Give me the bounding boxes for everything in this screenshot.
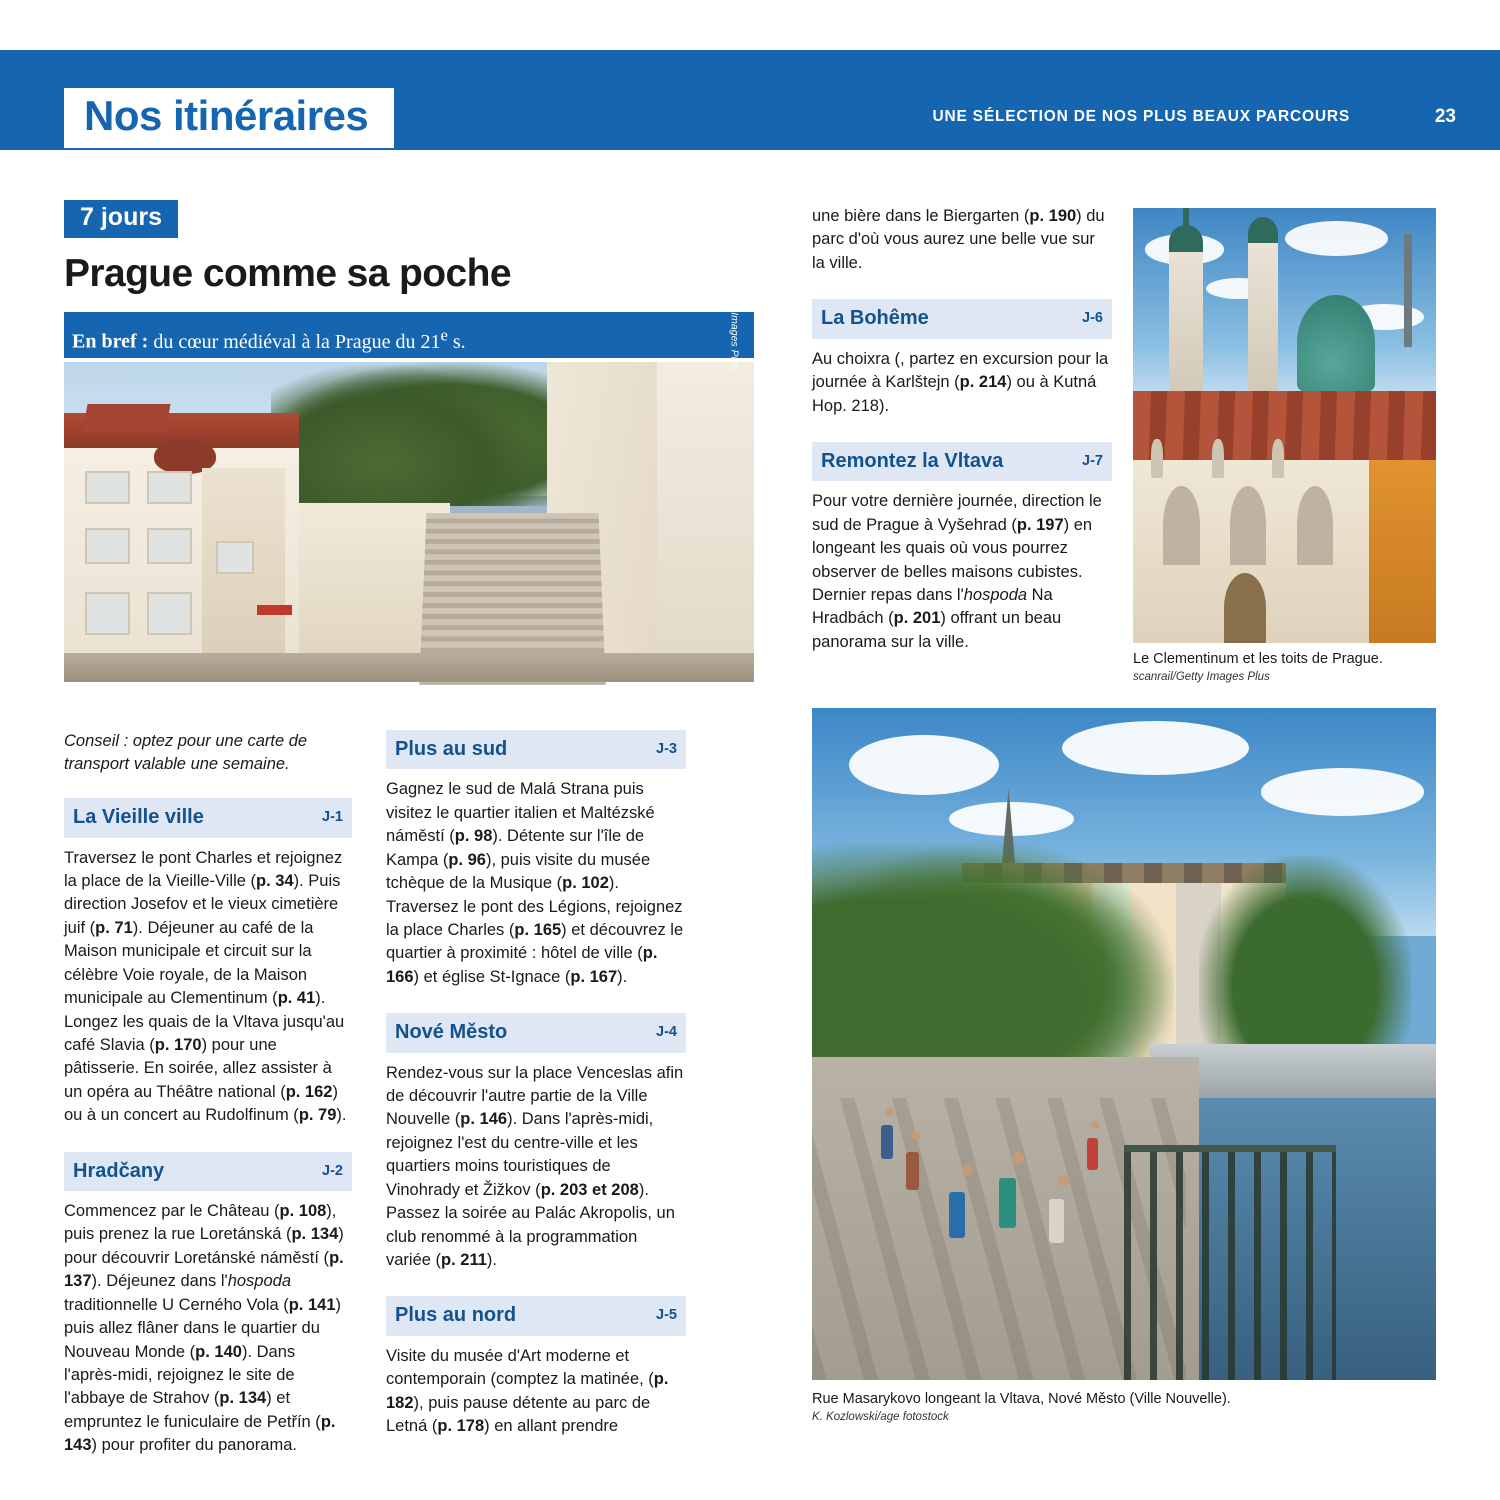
section-code: J-4 xyxy=(656,1024,677,1041)
section-header-j5 xyxy=(386,1296,686,1335)
itinerary-intro xyxy=(64,200,754,682)
section-body-j6: Au choixra (, partez en excursion pour la journée à Karlštejn (p. 214) ou à Kutná Hop. 218). xyxy=(812,349,1109,415)
section-title: Nové Město xyxy=(395,1021,508,1044)
section-code: J-6 xyxy=(1082,310,1103,327)
section-header-j7 xyxy=(812,442,1112,481)
section-header-j6 xyxy=(812,299,1112,338)
section-code: J-5 xyxy=(656,1307,677,1324)
section-body-j2: Commencez par le Château (p. 108), puis prenez la rue Loretánská (p. 134) pour découvrir Loretánské náměstí (p. 137). Déjeunez dans l'hospoda traditionnelle U Cerného Vola (p. 141) puis allez flâner dans le quartier du Nouveau Monde (p. 140). Dans l'après-midi, rejoignez le site de l'abbaye de Strahov (p. 134) et empruntez le funiculaire de Petřín (p. 143) pour profiter du panorama. xyxy=(64,1202,344,1455)
hero-scene xyxy=(64,362,754,682)
tip-text: Conseil : optez pour une carte de transport valable une semaine. xyxy=(64,732,308,774)
photo-masarykovo-scene xyxy=(812,708,1436,1380)
section-body-j1: Traversez le pont Charles et rejoignez la place de la Vieille-Ville (p. 34). Puis direction Josefov et le vieux cimetière juif (p. 71). Déjeuner au café de la Maison municipale et circuit sur la célèbre Voie royale, de la Maison municipale au Clementinum (p. 41). Longez les quais de la Vltava jusqu'au café Slavia (p. 170) pour une pâtisserie. En soirée, allez assister à un opéra au Théâtre national (p. 162) ou à un concert au Rudolfinum (p. 79). xyxy=(64,848,347,1125)
summary-text: du cœur médiéval à la Prague du 21e s. xyxy=(153,325,466,353)
page-title-box xyxy=(64,88,394,148)
page-number: 23 xyxy=(1434,106,1456,127)
header-tagline: UNE SÉLECTION DE NOS PLUS BEAUX PARCOURS xyxy=(932,108,1350,125)
section-header-j3 xyxy=(386,730,686,769)
section-code: J-1 xyxy=(322,809,343,826)
section-body-j5: Visite du musée d'Art moderne et contemporain (comptez la matinée, (p. 182), puis pause détente au parc de Letná (p. 178) en allant prendre xyxy=(386,1346,669,1436)
summary-bar xyxy=(64,312,754,358)
photo-masarykovo xyxy=(812,708,1436,1380)
continuation-text: une bière dans le Biergarten (p. 190) du parc d'où vous aurez une belle vue sur la ville. xyxy=(812,207,1105,272)
photo-credit: K. Kozlowski/age fotostock xyxy=(812,1410,949,1423)
page-title: Nos itinéraires xyxy=(84,92,369,139)
section-title: La Vieille ville xyxy=(73,806,204,829)
photo-caption: Le Clementinum et les toits de Prague. xyxy=(1133,651,1383,667)
section-header-j1 xyxy=(64,798,352,837)
text-column-b xyxy=(386,730,686,1438)
photo-credit: scanrail/Getty Images Plus xyxy=(1133,670,1270,683)
photo-masarykovo-caption-block xyxy=(812,1390,1452,1425)
section-title: Remontez la Vltava xyxy=(821,449,1004,472)
section-code: J-3 xyxy=(656,740,677,757)
section-title: Plus au nord xyxy=(395,1304,517,1327)
photo-clementinum-caption-block xyxy=(1133,650,1463,685)
text-column-c xyxy=(812,205,1112,654)
section-body-j7: Pour votre dernière journée, direction le sud de Prague à Vyšehrad (p. 197) en longeant les quais où vous pourrez observer de belles maisons cubistes. Dernier repas dans l'hospoda Na Hradbách (p. 201) offrant un beau panorama sur la ville. xyxy=(812,492,1102,651)
hero-photo-credit: sedmak/Getty Images Plus xyxy=(728,244,740,370)
days-badge: 7 jours xyxy=(64,200,178,238)
photo-caption: Rue Masarykovo longeant la Vltava, Nové Město (Ville Nouvelle). xyxy=(812,1391,1231,1407)
section-code: J-2 xyxy=(322,1162,343,1179)
text-column-a xyxy=(64,730,352,1458)
section-title: La Bohême xyxy=(821,307,929,330)
section-title: Hradčany xyxy=(73,1159,165,1182)
photo-clementinum-scene xyxy=(1133,208,1436,643)
section-header-j4 xyxy=(386,1013,686,1052)
section-code: J-7 xyxy=(1082,452,1103,469)
section-title: Plus au sud xyxy=(395,738,508,760)
summary-label: En bref : xyxy=(72,330,149,353)
photo-clementinum xyxy=(1133,208,1436,643)
itinerary-title: Prague comme sa poche xyxy=(64,252,511,295)
section-header-j2 xyxy=(64,1152,352,1191)
section-body-j4: Rendez-vous sur la place Venceslas afin de découvrir l'autre partie de la Ville Nouvelle (p. 146). Dans l'après-midi, rejoignez l'est du centre-ville et les quartiers moins touristiques de Vinohrady et Žižkov (p. 203 et 208). Passez la soirée au Palác Akropolis, un club renommé à la programmation variée (p. 211). xyxy=(386,1063,684,1269)
section-body-j3: Gagnez le sud de Malá Strana puis visitez le quartier italien et Maltézské náměstí (p. 98). Détente sur l'île de Kampa (p. 96), puis visite du musée tchèque de la Musique (p. 102). Traversez le pont des Légions, rejoignez la place Charles (p. 165) et découvrez le quartier à proximité : hôtel de ville (p. 166) et église St-Ignace (p. 167). xyxy=(386,780,684,986)
